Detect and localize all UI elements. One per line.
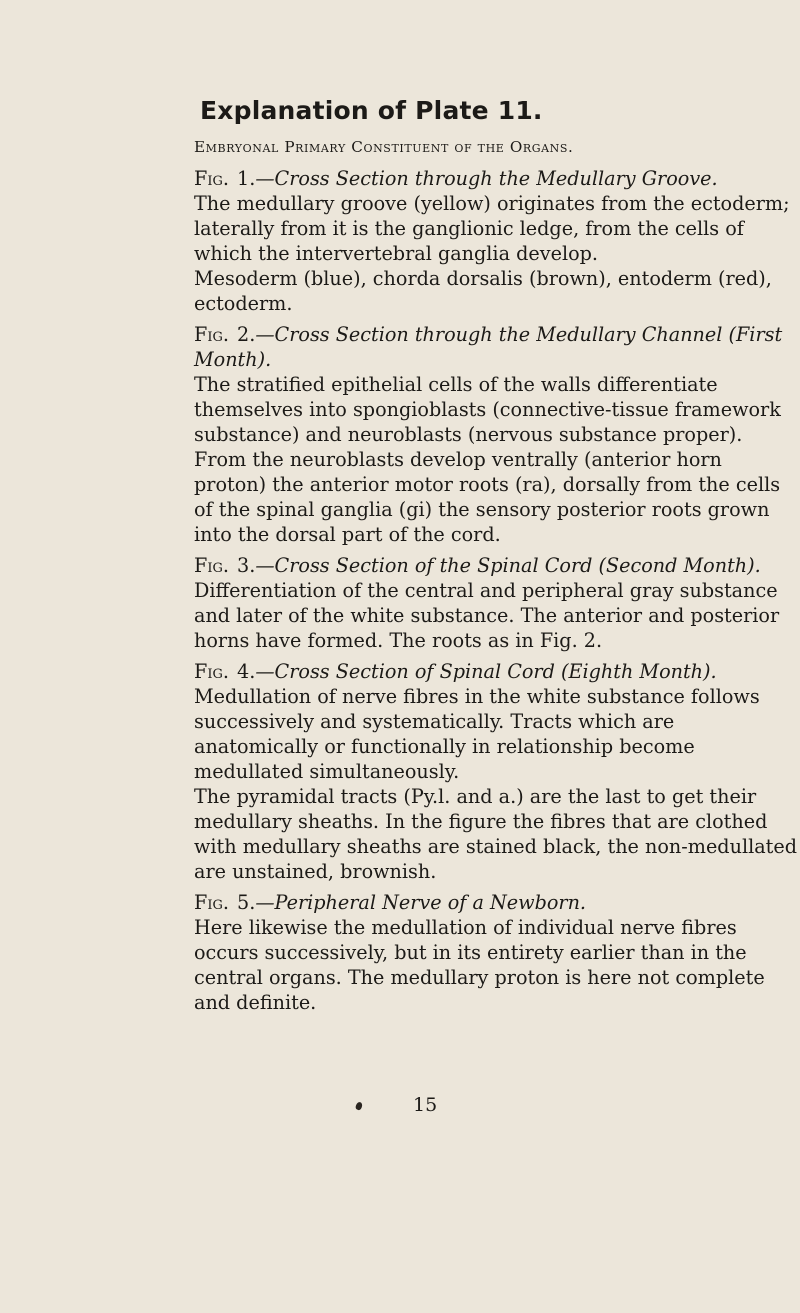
- figure-entry: [194, 166, 800, 316]
- plate-title: Explanation of Plate 11.: [200, 96, 543, 125]
- figure-heading: [194, 322, 800, 372]
- figure-title: —Cross Section through the Medullary Channel (First Month).: [194, 323, 783, 371]
- figure-label: Fig.: [194, 660, 229, 683]
- figure-number: 1.: [237, 167, 256, 190]
- figure-label: Fig.: [194, 891, 229, 914]
- figure-number: 4.: [237, 660, 256, 683]
- figure-title: —Cross Section of Spinal Cord (Eighth Month).: [255, 660, 717, 683]
- figure-title: —Cross Section through the Medullary Groove.: [255, 167, 718, 190]
- figure-label: Fig.: [194, 554, 229, 577]
- figure-heading: [194, 890, 800, 915]
- figure-heading: [194, 553, 800, 578]
- figure-heading: [194, 659, 800, 684]
- figure-paragraph: Here likewise the medullation of individual nerve fibres occurs successively, but in its entirety earlier than in the central organs. The medullary proton is here not complete and definite.: [194, 916, 765, 1014]
- figure-number: 2.: [237, 323, 256, 346]
- figure-entry: [194, 553, 800, 653]
- section-subtitle: Embryonal Primary Constituent of the Organs.: [194, 138, 574, 156]
- figure-label: Fig.: [194, 323, 229, 346]
- figure-label: Fig.: [194, 167, 229, 190]
- figure-paragraph: The medullary groove (yellow) originates from the ectoderm; laterally from it is the ganglionic ledge, from the cells of which the intervertebral ganglia develop.: [194, 192, 790, 265]
- figure-list: [194, 166, 800, 1015]
- figure-paragraph: Differentiation of the central and peripheral gray substance and later of the white substance. The anterior and posterior horns have formed. The roots as in Fig. 2.: [194, 579, 780, 652]
- figure-number: 5.: [237, 891, 256, 914]
- figure-entry: [194, 322, 800, 547]
- ink-speck: [355, 1101, 363, 1111]
- figure-number: 3.: [237, 554, 256, 577]
- figure-paragraph: The stratified epithelial cells of the walls differentiate themselves into spongioblasts (connective-tissue framework substance) and neuroblasts (nervous substance proper). From the neuroblasts develop ventrally (anterior horn proton) the anterior motor roots (ra), dorsally from the cells of the spinal ganglia (gi) the sensory posterior roots grown into the dorsal part of the cord.: [194, 373, 781, 546]
- figure-title: —Cross Section of the Spinal Cord (Second Month).: [255, 554, 761, 577]
- figure-entry: [194, 659, 800, 884]
- figure-entry: [194, 890, 800, 1015]
- page-number: 15: [413, 1094, 438, 1116]
- figure-paragraph: Mesoderm (blue), chorda dorsalis (brown), entoderm (red), ectoderm.: [194, 267, 772, 315]
- figure-paragraph: Medullation of nerve fibres in the white substance follows successively and systematically. Tracts which are anatomically or functionally in relationship become medullated simultaneously.: [194, 685, 760, 783]
- figure-title: —Peripheral Nerve of a Newborn.: [255, 891, 587, 914]
- figure-paragraph: The pyramidal tracts (Py.l. and a.) are the last to get their medullary sheaths. In the figure the fibres that are clothed with medullary sheaths are stained black, the non-medullated are unstained, brownish.: [194, 785, 798, 883]
- figure-heading: [194, 166, 800, 191]
